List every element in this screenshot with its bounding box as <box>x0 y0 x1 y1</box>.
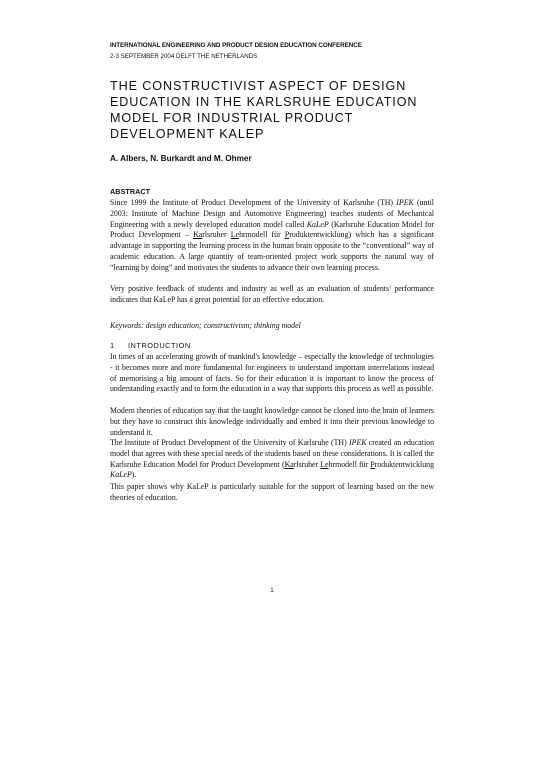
section-heading-introduction <box>110 341 191 350</box>
abstract-heading: ABSTRACT <box>110 187 151 196</box>
intro-paragraph-1: In times of an accelerating growth of mankind's knowledge – especially the knowledge of technologies - it becomes more and more fundamental for engineers to understand important interrelations instead of memorising a big amount of facts. So for their education it is important to know the process of understanding exactly and to form the education in a way that supports this process as well as possible. <box>110 352 434 394</box>
intro-paragraph-3: The Institute of Product Development of the University of Karlsruhe (TH) IPEK created an education model that agrees with these special needs of the students based on these considerations. It is called the Karlsruhe Education Model for Product Development (Karlsruher Lehrmodell für Produktentwicklung KaLeP). <box>110 438 435 480</box>
paper-title: THE CONSTRUCTIVIST ASPECT OF DESIGN EDUCATION IN THE KARLSRUHE EDUCATION MODEL FOR INDUSTRIAL PRODUCT DEVELOPMENT KALEP <box>110 79 418 142</box>
abstract-paragraph-2: Very positive feedback of students and industry as well as an evaluation of students’ performance indicates that KaLeP has a great potential for an effective education. <box>110 284 434 304</box>
section-number: 1 <box>110 341 115 350</box>
section-title: INTRODUCTION <box>128 341 191 350</box>
abstract-paragraph-1: Since 1999 the Institute of Product Development of the University of Karlsruhe (TH) IPEK (until 2003: Institute of Machine Design and Automotive Engineering) teaches students of Mechanical Engineering with a newly developed education model called KaLeP (Karlsruhe Education Model for Product Development – Karlsruher Lehrmodell für Produktentwicklung) which has a significant advantage in supporting the learning process in the human brain opposite to the “conventional” way of academic education. A large quantity of team-oriented project work supports the natural way of “learning by doing” and motivates the students to advance their own learning process. <box>110 198 435 272</box>
intro-paragraph-4: This paper shows why KaLeP is particularly suitable for the support of learning based on the new theories of education. <box>110 482 434 502</box>
conference-date-place: 2-3 SEPTEMBER 2004 DELFT THE NETHERLANDS <box>110 53 258 60</box>
keywords: Keywords: design education; constructivism; thinking model <box>110 321 301 330</box>
intro-paragraph-2: Modern theories of education say that the taught knowledge cannot be cloned into the brain of learners but they have to construct this knowledge individually and embed it into their previous knowledge to understand it. <box>110 406 434 437</box>
conference-name: INTERNATIONAL ENGINEERING AND PRODUCT DESIGN EDUCATION CONFERENCE <box>110 42 362 49</box>
author-list: A. Albers, N. Burkardt and M. Ohmer <box>110 154 252 163</box>
page-number: 1 <box>270 587 274 594</box>
